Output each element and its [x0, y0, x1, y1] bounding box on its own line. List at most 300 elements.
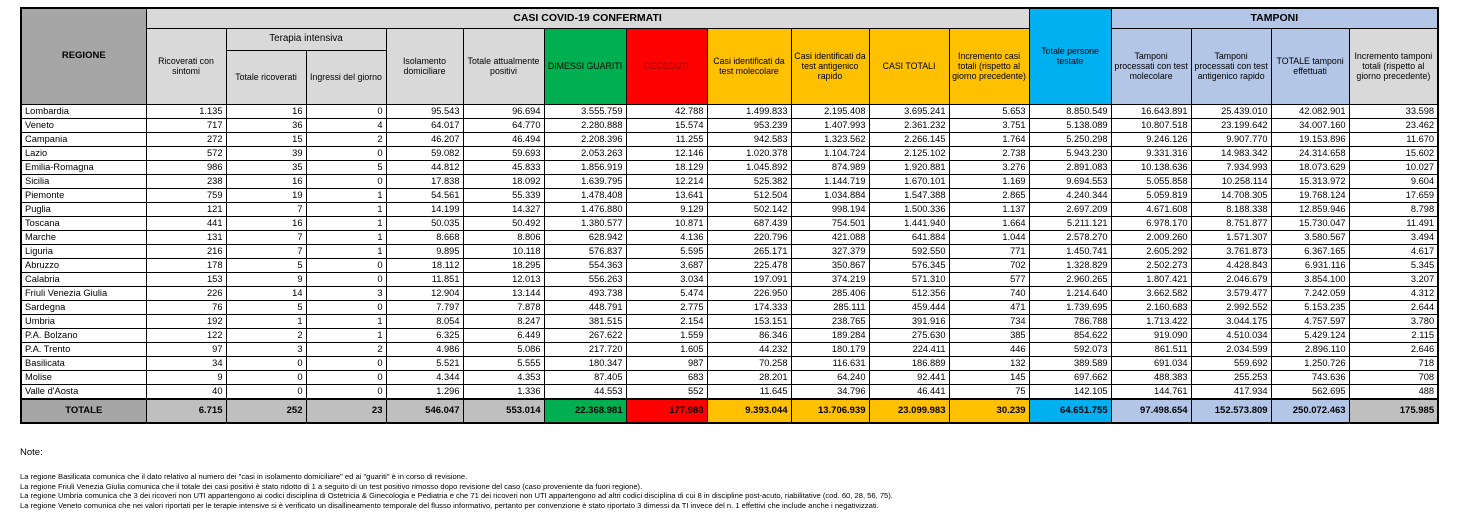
- value-cell: 559.692: [1191, 356, 1271, 370]
- value-cell: 96.694: [463, 104, 544, 118]
- value-cell: 1.476.880: [544, 202, 626, 216]
- value-cell: 1: [226, 314, 306, 328]
- value-cell: 10.807.518: [1111, 118, 1191, 132]
- value-cell: 9.895: [386, 244, 463, 258]
- value-cell: 12.904: [386, 286, 463, 300]
- value-cell: 5.521: [386, 356, 463, 370]
- value-cell: 64.770: [463, 118, 544, 132]
- value-cell: 3.034: [626, 272, 707, 286]
- value-cell: 2.034.599: [1191, 342, 1271, 356]
- column-header-casi-molecolare: Casi identificati da test molecolare: [707, 28, 791, 104]
- value-cell: 1.104.724: [791, 146, 869, 160]
- table-row: [21, 244, 1438, 258]
- total-value-cell: 23.099.983: [869, 399, 949, 423]
- value-cell: 2.896.110: [1271, 342, 1349, 356]
- value-cell: 1.214.640: [1029, 286, 1111, 300]
- value-cell: 5: [226, 258, 306, 272]
- value-cell: 493.738: [544, 286, 626, 300]
- value-cell: 8.806: [463, 230, 544, 244]
- region-name-cell: Veneto: [21, 118, 146, 132]
- value-cell: 45.833: [463, 160, 544, 174]
- region-name-cell: P.A. Bolzano: [21, 328, 146, 342]
- value-cell: 122: [146, 328, 226, 342]
- value-cell: 2.891.083: [1029, 160, 1111, 174]
- value-cell: 3.761.873: [1191, 244, 1271, 258]
- value-cell: 86.346: [707, 328, 791, 342]
- table-header: [21, 8, 1438, 104]
- value-cell: 25.439.010: [1191, 104, 1271, 118]
- value-cell: 1.034.884: [791, 188, 869, 202]
- value-cell: 740: [949, 286, 1029, 300]
- value-cell: 12.146: [626, 146, 707, 160]
- value-cell: 5: [306, 160, 386, 174]
- note-line: La regione Veneto comunica che nei valori riportati per le terapie intensive si è verificato un disallineamento temporale del flusso informativo, pertanto per convenzione è stato riportato 3 dimessi da TI invece del n. 1 effettivi che include anche i negativizzati.: [20, 500, 879, 510]
- value-cell: 2: [306, 132, 386, 146]
- value-cell: 1.664: [949, 216, 1029, 230]
- value-cell: 5.250.298: [1029, 132, 1111, 146]
- notes-lines: [20, 472, 1440, 510]
- value-cell: 9.246.126: [1111, 132, 1191, 146]
- region-name-cell: Lombardia: [21, 104, 146, 118]
- value-cell: 186.889: [869, 356, 949, 370]
- value-cell: 2.644: [1349, 300, 1438, 314]
- value-cell: 8.054: [386, 314, 463, 328]
- value-cell: 132: [949, 356, 1029, 370]
- table-row: [21, 118, 1438, 132]
- value-cell: 16: [226, 174, 306, 188]
- value-cell: 771: [949, 244, 1029, 258]
- value-cell: 1: [306, 244, 386, 258]
- note-line: La regione Umbria comunica che 3 dei ricoveri non UTI appartengono ai codici disciplina di Ostetricia & Ginecologia e Pediatria e che 71 dei ricoveri non UTI appartengono ad altri codici disciplina di cui 8 in discipline post-acuto, riabilitative (cod. 60, 28, 56, 75).: [20, 491, 893, 501]
- total-value-cell: 177.988: [626, 399, 707, 423]
- value-cell: 5.153.235: [1271, 300, 1349, 314]
- value-cell: 3.780: [1349, 314, 1438, 328]
- value-cell: 576.345: [869, 258, 949, 272]
- value-cell: 554.363: [544, 258, 626, 272]
- value-cell: 1.296: [386, 384, 463, 399]
- tamponi-banner: TAMPONI: [1111, 8, 1438, 28]
- value-cell: 4.757.597: [1271, 314, 1349, 328]
- value-cell: 5.474: [626, 286, 707, 300]
- value-cell: 59.082: [386, 146, 463, 160]
- value-cell: 33.598: [1349, 104, 1438, 118]
- value-cell: 2.775: [626, 300, 707, 314]
- value-cell: 8.668: [386, 230, 463, 244]
- table-row: [21, 160, 1438, 174]
- value-cell: 153.151: [707, 314, 791, 328]
- value-cell: 471: [949, 300, 1029, 314]
- value-cell: 15.574: [626, 118, 707, 132]
- value-cell: 44.812: [386, 160, 463, 174]
- column-header-persone-testate: Totale persone testate: [1029, 8, 1111, 104]
- total-value-cell: 64.651.755: [1029, 399, 1111, 423]
- value-cell: 1: [306, 216, 386, 230]
- value-cell: 0: [306, 104, 386, 118]
- value-cell: 5.555: [463, 356, 544, 370]
- value-cell: 1.920.881: [869, 160, 949, 174]
- value-cell: 40: [146, 384, 226, 399]
- value-cell: 9: [226, 272, 306, 286]
- value-cell: 4.344: [386, 370, 463, 384]
- value-cell: 986: [146, 160, 226, 174]
- value-cell: 9.129: [626, 202, 707, 216]
- value-cell: 4.671.608: [1111, 202, 1191, 216]
- column-header-ingressi-giorno: Ingressi del giorno: [306, 50, 386, 104]
- total-value-cell: 23: [306, 399, 386, 423]
- value-cell: 702: [949, 258, 1029, 272]
- note-line: La regione Basilicata comunica che il dato relativo al numero dei "casi in isolamento domiciliare" ed ai "guariti" è in corso di revisione.: [20, 472, 468, 481]
- region-name-cell: Sicilia: [21, 174, 146, 188]
- value-cell: 592.550: [869, 244, 949, 258]
- value-cell: 2.646: [1349, 342, 1438, 356]
- value-cell: 17.659: [1349, 188, 1438, 202]
- column-header-attualmente-positivi: Totale attualmente positivi: [463, 28, 544, 104]
- column-header-casi-antigenico: Casi identificati da test antigenico rapido: [791, 28, 869, 104]
- value-cell: 1.559: [626, 328, 707, 342]
- value-cell: 3.044.175: [1191, 314, 1271, 328]
- value-cell: 46.207: [386, 132, 463, 146]
- value-cell: 174.333: [707, 300, 791, 314]
- value-cell: 7: [226, 230, 306, 244]
- region-name-cell: Valle d'Aosta: [21, 384, 146, 399]
- value-cell: 189.284: [791, 328, 869, 342]
- value-cell: 577: [949, 272, 1029, 286]
- value-cell: 1.670.101: [869, 174, 949, 188]
- value-cell: 0: [306, 174, 386, 188]
- value-cell: 267.622: [544, 328, 626, 342]
- column-header-regione: REGIONE: [21, 8, 146, 104]
- value-cell: 786.788: [1029, 314, 1111, 328]
- total-value-cell: 553.014: [463, 399, 544, 423]
- value-cell: 9.604: [1349, 174, 1438, 188]
- value-cell: 180.179: [791, 342, 869, 356]
- value-cell: 861.511: [1111, 342, 1191, 356]
- column-header-incremento-tamponi: Incremento tamponi totali (rispetto al giorno precedente): [1349, 28, 1438, 104]
- value-cell: 754.501: [791, 216, 869, 230]
- value-cell: 1.380.577: [544, 216, 626, 230]
- value-cell: 942.583: [707, 132, 791, 146]
- region-name-cell: Friuli Venezia Giulia: [21, 286, 146, 300]
- value-cell: 9.907.770: [1191, 132, 1271, 146]
- value-cell: 327.379: [791, 244, 869, 258]
- value-cell: 0: [306, 384, 386, 399]
- value-cell: 998.194: [791, 202, 869, 216]
- value-cell: 225.478: [707, 258, 791, 272]
- value-cell: 9.694.553: [1029, 174, 1111, 188]
- table-row: [21, 370, 1438, 384]
- value-cell: 8.751.877: [1191, 216, 1271, 230]
- value-cell: 2.865: [949, 188, 1029, 202]
- value-cell: 220.796: [707, 230, 791, 244]
- table-row: [21, 188, 1438, 202]
- table-row: [21, 314, 1438, 328]
- total-value-cell: 250.072.463: [1271, 399, 1349, 423]
- value-cell: 75: [949, 384, 1029, 399]
- value-cell: 385: [949, 328, 1029, 342]
- value-cell: 50.035: [386, 216, 463, 230]
- value-cell: 1.500.336: [869, 202, 949, 216]
- value-cell: 34: [146, 356, 226, 370]
- total-value-cell: 152.573.809: [1191, 399, 1271, 423]
- value-cell: 1.499.833: [707, 104, 791, 118]
- value-cell: 226: [146, 286, 226, 300]
- value-cell: 2.208.396: [544, 132, 626, 146]
- value-cell: 11.851: [386, 272, 463, 286]
- value-cell: 11.645: [707, 384, 791, 399]
- value-cell: 512.504: [707, 188, 791, 202]
- region-name-cell: Calabria: [21, 272, 146, 286]
- value-cell: 285.111: [791, 300, 869, 314]
- value-cell: 1.764: [949, 132, 1029, 146]
- value-cell: 5.345: [1349, 258, 1438, 272]
- value-cell: 217.720: [544, 342, 626, 356]
- total-value-cell: 13.706.939: [791, 399, 869, 423]
- table-row: [21, 202, 1438, 216]
- table-row: [21, 272, 1438, 286]
- value-cell: 2.605.292: [1111, 244, 1191, 258]
- value-cell: 3.555.759: [544, 104, 626, 118]
- value-cell: 153: [146, 272, 226, 286]
- value-cell: 7.878: [463, 300, 544, 314]
- value-cell: 15.730.047: [1271, 216, 1349, 230]
- value-cell: 1.169: [949, 174, 1029, 188]
- value-cell: 7.242.059: [1271, 286, 1349, 300]
- region-name-cell: Basilicata: [21, 356, 146, 370]
- value-cell: 687.439: [707, 216, 791, 230]
- value-cell: 2.053.263: [544, 146, 626, 160]
- value-cell: 2.361.232: [869, 118, 949, 132]
- value-cell: 1.328.829: [1029, 258, 1111, 272]
- total-value-cell: 546.047: [386, 399, 463, 423]
- value-cell: 12.013: [463, 272, 544, 286]
- table-row: [21, 342, 1438, 356]
- value-cell: 2.195.408: [791, 104, 869, 118]
- value-cell: 4.510.034: [1191, 328, 1271, 342]
- value-cell: 265.171: [707, 244, 791, 258]
- value-cell: 272: [146, 132, 226, 146]
- value-cell: 16: [226, 104, 306, 118]
- value-cell: 44.232: [707, 342, 791, 356]
- value-cell: 525.382: [707, 174, 791, 188]
- column-header-casi-totali: CASI TOTALI: [869, 28, 949, 104]
- value-cell: 4.312: [1349, 286, 1438, 300]
- value-cell: 144.761: [1111, 384, 1191, 399]
- total-row: [21, 399, 1438, 423]
- value-cell: 34.007.160: [1271, 118, 1349, 132]
- value-cell: 2: [306, 342, 386, 356]
- value-cell: 4.428.843: [1191, 258, 1271, 272]
- value-cell: 854.622: [1029, 328, 1111, 342]
- value-cell: 1.250.726: [1271, 356, 1349, 370]
- value-cell: 3: [226, 342, 306, 356]
- value-cell: 50.492: [463, 216, 544, 230]
- value-cell: 2.125.102: [869, 146, 949, 160]
- terapia-intensiva-group-header: Terapia intensiva: [226, 28, 386, 50]
- value-cell: 0: [226, 384, 306, 399]
- value-cell: 64.017: [386, 118, 463, 132]
- value-cell: 14: [226, 286, 306, 300]
- value-cell: 180.347: [544, 356, 626, 370]
- column-header-dimessi-guariti: DIMESSI GUARITI: [544, 28, 626, 104]
- value-cell: 4.617: [1349, 244, 1438, 258]
- value-cell: 10.027: [1349, 160, 1438, 174]
- value-cell: 512.356: [869, 286, 949, 300]
- value-cell: 374.219: [791, 272, 869, 286]
- value-cell: 562.695: [1271, 384, 1349, 399]
- total-value-cell: 9.393.044: [707, 399, 791, 423]
- value-cell: 0: [226, 370, 306, 384]
- value-cell: 36: [226, 118, 306, 132]
- value-cell: 628.942: [544, 230, 626, 244]
- value-cell: 417.934: [1191, 384, 1271, 399]
- region-name-cell: P.A. Trento: [21, 342, 146, 356]
- value-cell: 572: [146, 146, 226, 160]
- value-cell: 2.009.260: [1111, 230, 1191, 244]
- column-header-isolamento: Isolamento domiciliare: [386, 28, 463, 104]
- value-cell: 4.353: [463, 370, 544, 384]
- value-cell: 874.989: [791, 160, 869, 174]
- value-cell: 8.188.338: [1191, 202, 1271, 216]
- value-cell: 683: [626, 370, 707, 384]
- value-cell: 5.211.121: [1029, 216, 1111, 230]
- value-cell: 6.978.170: [1111, 216, 1191, 230]
- value-cell: 4.136: [626, 230, 707, 244]
- value-cell: 3.494: [1349, 230, 1438, 244]
- value-cell: 5.595: [626, 244, 707, 258]
- value-cell: 1.135: [146, 104, 226, 118]
- value-cell: 70.258: [707, 356, 791, 370]
- value-cell: 5.055.858: [1111, 174, 1191, 188]
- value-cell: 46.494: [463, 132, 544, 146]
- table-row: [21, 286, 1438, 300]
- table-row: [21, 216, 1438, 230]
- value-cell: 8.247: [463, 314, 544, 328]
- region-name-cell: Abruzzo: [21, 258, 146, 272]
- value-cell: 15.602: [1349, 146, 1438, 160]
- value-cell: 381.515: [544, 314, 626, 328]
- value-cell: 95.543: [386, 104, 463, 118]
- value-cell: 18.295: [463, 258, 544, 272]
- notes-section: [20, 447, 1440, 510]
- value-cell: 87.405: [544, 370, 626, 384]
- value-cell: 1.571.307: [1191, 230, 1271, 244]
- value-cell: 1.144.719: [791, 174, 869, 188]
- value-cell: 552: [626, 384, 707, 399]
- table-row: [21, 258, 1438, 272]
- value-cell: 1.441.940: [869, 216, 949, 230]
- value-cell: 12.214: [626, 174, 707, 188]
- value-cell: 641.884: [869, 230, 949, 244]
- region-name-cell: Molise: [21, 370, 146, 384]
- value-cell: 391.916: [869, 314, 949, 328]
- value-cell: 2.154: [626, 314, 707, 328]
- value-cell: 2.502.273: [1111, 258, 1191, 272]
- value-cell: 3.687: [626, 258, 707, 272]
- value-cell: 23.462: [1349, 118, 1438, 132]
- value-cell: 759: [146, 188, 226, 202]
- value-cell: 14.983.342: [1191, 146, 1271, 160]
- value-cell: 46.441: [869, 384, 949, 399]
- value-cell: 2.266.145: [869, 132, 949, 146]
- region-name-cell: Lazio: [21, 146, 146, 160]
- table-row: [21, 384, 1438, 399]
- value-cell: 0: [306, 258, 386, 272]
- value-cell: 1.856.919: [544, 160, 626, 174]
- value-cell: 448.791: [544, 300, 626, 314]
- value-cell: 3.207: [1349, 272, 1438, 286]
- value-cell: 4.986: [386, 342, 463, 356]
- value-cell: 697.662: [1029, 370, 1111, 384]
- value-cell: 145: [949, 370, 1029, 384]
- value-cell: 18.112: [386, 258, 463, 272]
- value-cell: 3.580.567: [1271, 230, 1349, 244]
- value-cell: 459.444: [869, 300, 949, 314]
- value-cell: 18.073.629: [1271, 160, 1349, 174]
- value-cell: 1.336: [463, 384, 544, 399]
- value-cell: 226.950: [707, 286, 791, 300]
- value-cell: 64.240: [791, 370, 869, 384]
- table-row: [21, 356, 1438, 370]
- value-cell: 19: [226, 188, 306, 202]
- column-header-tamponi-molecolare: Tamponi processati con test molecolare: [1111, 28, 1191, 104]
- value-cell: 1.044: [949, 230, 1029, 244]
- value-cell: 131: [146, 230, 226, 244]
- value-cell: 592.073: [1029, 342, 1111, 356]
- value-cell: 919.090: [1111, 328, 1191, 342]
- value-cell: 10.258.114: [1191, 174, 1271, 188]
- total-value-cell: 252: [226, 399, 306, 423]
- value-cell: 7: [226, 202, 306, 216]
- value-cell: 3.579.477: [1191, 286, 1271, 300]
- table-row: [21, 132, 1438, 146]
- total-value-cell: 30.239: [949, 399, 1029, 423]
- total-value-cell: 6.715: [146, 399, 226, 423]
- value-cell: 5.059.819: [1111, 188, 1191, 202]
- column-header-incremento-casi: Incremento casi totali (rispetto al giorno precedente): [949, 28, 1029, 104]
- value-cell: 708: [1349, 370, 1438, 384]
- value-cell: 488.383: [1111, 370, 1191, 384]
- value-cell: 0: [306, 146, 386, 160]
- value-cell: 192: [146, 314, 226, 328]
- value-cell: 275.630: [869, 328, 949, 342]
- value-cell: 488: [1349, 384, 1438, 399]
- value-cell: 691.034: [1111, 356, 1191, 370]
- table-body: [21, 104, 1438, 423]
- region-name-cell: Sardegna: [21, 300, 146, 314]
- value-cell: 13.641: [626, 188, 707, 202]
- value-cell: 5.429.124: [1271, 328, 1349, 342]
- value-cell: 1.450.741: [1029, 244, 1111, 258]
- column-header-ricoverati: Ricoverati con sintomi: [146, 28, 226, 104]
- value-cell: 5.943.230: [1029, 146, 1111, 160]
- column-header-totale-ricoverati: Totale ricoverati: [226, 50, 306, 104]
- value-cell: 5.086: [463, 342, 544, 356]
- value-cell: 12.859.946: [1271, 202, 1349, 216]
- table-row: [21, 300, 1438, 314]
- column-header-totale-tamponi: TOTALE tamponi effettuati: [1271, 28, 1349, 104]
- value-cell: 11.670: [1349, 132, 1438, 146]
- value-cell: 3.662.582: [1111, 286, 1191, 300]
- value-cell: 10.138.636: [1111, 160, 1191, 174]
- value-cell: 17.838: [386, 174, 463, 188]
- value-cell: 9: [146, 370, 226, 384]
- value-cell: 421.088: [791, 230, 869, 244]
- value-cell: 11.491: [1349, 216, 1438, 230]
- value-cell: 718: [1349, 356, 1438, 370]
- value-cell: 44.553: [544, 384, 626, 399]
- value-cell: 2.992.552: [1191, 300, 1271, 314]
- value-cell: 717: [146, 118, 226, 132]
